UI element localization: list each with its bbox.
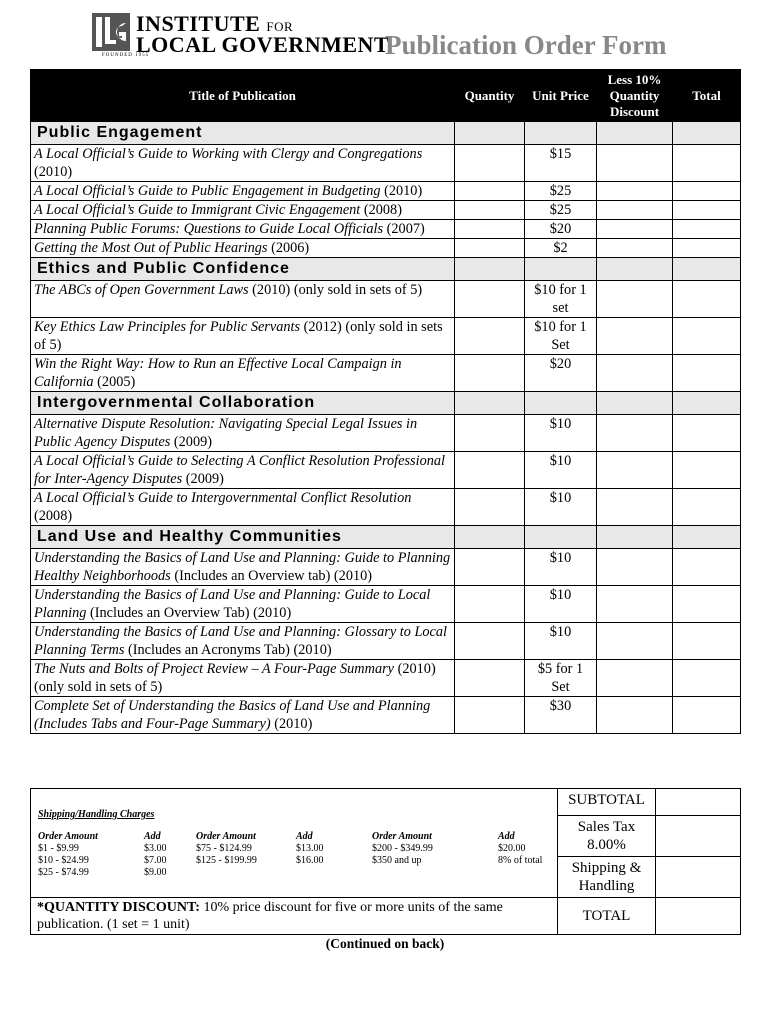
unit-price: $10: [525, 623, 597, 660]
unit-price: $2: [525, 239, 597, 258]
shipping-cell: $25 - $74.99: [38, 867, 89, 878]
section-blank-cell: [525, 258, 597, 281]
table-row: [31, 452, 741, 489]
section-blank-cell: [455, 526, 525, 549]
quantity-field[interactable]: [455, 489, 525, 526]
order-table: [30, 69, 741, 734]
publication-title: [31, 239, 455, 258]
discount-field[interactable]: [597, 145, 673, 182]
publication-title-italic: Key Ethics Law Principles for Public Servants: [34, 319, 301, 335]
total-field[interactable]: [673, 201, 741, 220]
quantity-field[interactable]: [455, 145, 525, 182]
total-field[interactable]: [673, 623, 741, 660]
publication-title: [31, 182, 455, 201]
shipping-col-header: Order Amount: [372, 831, 432, 842]
quantity-field[interactable]: [455, 239, 525, 258]
shipping-cell: $20.00: [498, 843, 526, 854]
shipping-cell: $200 - $349.99: [372, 843, 433, 854]
discount-field[interactable]: [597, 239, 673, 258]
publication-title-italic: A Local Official’s Guide to Public Engagement in Budgeting: [34, 183, 381, 199]
total-field[interactable]: [673, 586, 741, 623]
publication-title-italic: Understanding the Basics of Land Use and Planning: Guide to Planning Healthy Neighborhoods: [34, 550, 451, 584]
publication-title-italic: The Nuts and Bolts of Project Review – A Four-Page Summary: [34, 661, 395, 677]
publication-title-italic: Understanding the Basics of Land Use and Planning: Glossary to Local Planning Terms: [34, 624, 448, 658]
publication-title-italic: Getting the Most Out of Public Hearings: [34, 240, 268, 256]
quantity-field[interactable]: [455, 182, 525, 201]
shipping-cell: $13.00: [296, 843, 324, 854]
shipping-col-header: Add: [498, 831, 515, 842]
publication-title: [31, 549, 455, 586]
section-blank-cell: [597, 526, 673, 549]
section-blank-cell: [673, 392, 741, 415]
section-blank-cell: [673, 122, 741, 145]
quantity-field[interactable]: [455, 220, 525, 239]
shipping-cell: [372, 867, 498, 879]
section-blank-cell: [597, 122, 673, 145]
section-blank-cell: [597, 258, 673, 281]
section-title: Public Engagement: [31, 122, 455, 145]
discount-field[interactable]: [597, 660, 673, 697]
total-label: TOTAL: [558, 898, 656, 935]
total-field[interactable]: [673, 145, 741, 182]
publication-title: [31, 281, 455, 318]
quantity-field[interactable]: [455, 281, 525, 318]
shipping-cell: $9.00: [144, 867, 167, 878]
section-blank-cell: [597, 392, 673, 415]
section-title: Intergovernmental Collaboration: [31, 392, 455, 415]
unit-price: $20: [525, 355, 597, 392]
unit-price: $10 for 1 set: [525, 281, 597, 318]
sales-tax-field[interactable]: [656, 816, 741, 857]
sales-tax-label: Sales Tax 8.00%: [558, 816, 656, 857]
publication-title-rest: (2010) (only sold in sets of 5): [248, 282, 423, 298]
section-blank-cell: [455, 258, 525, 281]
discount-field[interactable]: [597, 415, 673, 452]
continued-note: (Continued on back): [325, 936, 445, 951]
publication-title: [31, 697, 455, 734]
order-summary-table: [30, 788, 741, 935]
publication-title: [31, 452, 455, 489]
section-title: Land Use and Healthy Communities: [31, 526, 455, 549]
discount-field[interactable]: [597, 355, 673, 392]
institute-logo-icon: [92, 13, 130, 51]
publication-title-rest: (Includes an Overview Tab) (2010): [86, 605, 292, 621]
quantity-field[interactable]: [455, 660, 525, 697]
publication-title-rest: (2006): [267, 240, 310, 256]
col-header-quantity: Quantity: [455, 70, 525, 122]
discount-field[interactable]: [597, 586, 673, 623]
table-row: [31, 201, 741, 220]
shipping-cell: $125 - $199.99: [196, 855, 257, 866]
shipping-cell: [196, 867, 296, 879]
discount-field[interactable]: [597, 182, 673, 201]
discount-field[interactable]: [597, 489, 673, 526]
logo-text-institute: INSTITUTE FOR: [136, 11, 294, 36]
table-row: [31, 623, 741, 660]
total-field[interactable]: [673, 452, 741, 489]
publication-title-rest: (Includes an Overview tab) (2010): [170, 568, 373, 584]
discount-field[interactable]: [597, 281, 673, 318]
discount-field[interactable]: [597, 549, 673, 586]
table-row: [31, 220, 741, 239]
discount-field[interactable]: [597, 318, 673, 355]
discount-field[interactable]: [597, 201, 673, 220]
unit-price: $30: [525, 697, 597, 734]
unit-price: $10: [525, 489, 597, 526]
total-field[interactable]: [673, 220, 741, 239]
publication-title-rest: (2010): [380, 183, 423, 199]
total-field[interactable]: [673, 549, 741, 586]
publication-title: [31, 220, 455, 239]
publication-title: [31, 415, 455, 452]
section-row: [31, 258, 741, 281]
shipping-charges-box: [31, 789, 558, 898]
publication-title-italic: A Local Official’s Guide to Working with Clergy and Congregations: [34, 146, 423, 162]
shipping-cell: $16.00: [296, 855, 324, 866]
shipping-cell: $3.00: [144, 843, 167, 854]
publication-title: [31, 318, 455, 355]
publication-title: [31, 660, 455, 697]
section-blank-cell: [673, 526, 741, 549]
publication-title: [31, 145, 455, 182]
section-row: [31, 392, 741, 415]
unit-price: $10: [525, 586, 597, 623]
table-row: [31, 355, 741, 392]
shipping-col-header: Add: [296, 831, 313, 842]
order-table-body: [31, 122, 741, 734]
unit-price: $5 for 1 Set: [525, 660, 597, 697]
section-blank-cell: [525, 526, 597, 549]
discount-field[interactable]: [597, 452, 673, 489]
quantity-field[interactable]: [455, 415, 525, 452]
publication-title-italic: Alternative Dispute Resolution: Navigating Special Legal Issues in Public Agency Disputes: [34, 416, 418, 450]
publication-title: [31, 489, 455, 526]
section-blank-cell: [455, 392, 525, 415]
subtotal-field[interactable]: [656, 789, 741, 816]
table-row: [31, 239, 741, 258]
unit-price: $25: [525, 182, 597, 201]
shipping-cell: $350 and up: [372, 855, 422, 866]
total-field[interactable]: [673, 697, 741, 734]
total-field[interactable]: [656, 898, 741, 935]
shipping-heading: Shipping/Handling Charges: [38, 809, 155, 820]
col-header-title: Title of Publication: [31, 70, 455, 122]
publication-title-italic: Win the Right Way: How to Run an Effective Local Campaign in California: [34, 356, 402, 390]
quantity-field[interactable]: [455, 623, 525, 660]
section-blank-cell: [525, 122, 597, 145]
quantity-field[interactable]: [455, 355, 525, 392]
table-row: [31, 281, 741, 318]
publication-title: [31, 623, 455, 660]
table-row: [31, 318, 741, 355]
quantity-field[interactable]: [455, 318, 525, 355]
shipping-cell: [296, 867, 372, 879]
publication-title-rest: (2007): [383, 221, 425, 237]
unit-price: $20: [525, 220, 597, 239]
unit-price: $10: [525, 549, 597, 586]
publication-title-italic: A Local Official’s Guide to Intergovernmental Conflict Resolution: [34, 490, 412, 506]
publication-title-rest: (2009): [182, 471, 224, 487]
section-row: [31, 526, 741, 549]
publication-title-rest: (2010) (only sold in sets of 5): [34, 661, 436, 695]
table-row: [31, 145, 741, 182]
shipping-col-header: Order Amount: [38, 831, 98, 842]
table-row: [31, 415, 741, 452]
publication-title-italic: A Local Official’s Guide to Selecting A Conflict Resolution Professional for Inter-Agency Disputes: [34, 453, 446, 487]
quantity-field[interactable]: [455, 549, 525, 586]
table-row: [31, 489, 741, 526]
quantity-field[interactable]: [455, 452, 525, 489]
shipping-cell: [498, 867, 578, 879]
publication-title-rest: (2008): [360, 202, 402, 218]
total-field[interactable]: [673, 415, 741, 452]
discount-field[interactable]: [597, 697, 673, 734]
unit-price: $25: [525, 201, 597, 220]
col-header-discount: Less 10% Quantity Discount: [597, 70, 673, 122]
section-blank-cell: [525, 392, 597, 415]
shipping-label: Shipping & Handling: [558, 857, 656, 898]
shipping-cell: $75 - $124.99: [196, 843, 252, 854]
unit-price: $10 for 1 Set: [525, 318, 597, 355]
shipping-cell: $10 - $24.99: [38, 855, 89, 866]
shipping-col-header: Add: [144, 831, 161, 842]
shipping-field[interactable]: [656, 857, 741, 898]
total-field[interactable]: [673, 239, 741, 258]
quantity-discount-note: *QUANTITY DISCOUNT: 10% price discount for five or more units of the same publication. (1 set = 1 unit): [31, 898, 558, 935]
total-field[interactable]: [673, 318, 741, 355]
total-field[interactable]: [673, 281, 741, 318]
publication-title: [31, 355, 455, 392]
table-header-row: [31, 70, 741, 122]
publication-title-italic: A Local Official’s Guide to Immigrant Civic Engagement: [34, 202, 361, 218]
page-title: Publication Order Form: [385, 30, 667, 60]
publication-title-italic: Understanding the Basics of Land Use and Planning: Guide to Local Planning: [34, 587, 431, 621]
publication-title-rest: (2008): [34, 508, 73, 524]
discount-field[interactable]: [597, 623, 673, 660]
publication-title-rest: (2009): [170, 434, 213, 450]
publication-title-rest: (2012) (only sold in sets of 5): [34, 319, 443, 353]
publication-title-italic: Planning Public Forums: Questions to Guide Local Officials: [34, 221, 384, 237]
publication-title-rest: (2010): [270, 716, 313, 732]
unit-price: $15: [525, 145, 597, 182]
shipping-cell: 8% of total: [498, 855, 543, 866]
shipping-cell: $1 - $9.99: [38, 843, 79, 854]
quantity-field[interactable]: [455, 201, 525, 220]
section-row: [31, 122, 741, 145]
quantity-field[interactable]: [455, 586, 525, 623]
section-title: Ethics and Public Confidence: [31, 258, 455, 281]
publication-title-italic: Complete Set of Understanding the Basics of Land Use and Planning (Includes Tabs and Four-Page Summary): [34, 698, 431, 732]
publication-title: [31, 201, 455, 220]
subtotal-label: SUBTOTAL: [558, 789, 656, 816]
table-row: [31, 660, 741, 697]
logo-text-local-government: LOCAL GOVERNMENT: [136, 32, 390, 57]
col-header-unit-price: Unit Price: [525, 70, 597, 122]
table-row: [31, 549, 741, 586]
shipping-col-header: Order Amount: [196, 831, 256, 842]
quantity-field[interactable]: [455, 697, 525, 734]
shipping-grid: [38, 831, 550, 879]
unit-price: $10: [525, 415, 597, 452]
unit-price: $10: [525, 452, 597, 489]
section-blank-cell: [673, 258, 741, 281]
publication-title: [31, 586, 455, 623]
page-header: [0, 0, 770, 70]
logo-founded: FOUNDED 1955: [102, 53, 150, 58]
col-header-total: Total: [673, 70, 741, 122]
publication-title-italic: The ABCs of Open Government Laws: [34, 282, 249, 298]
table-row: [31, 697, 741, 734]
total-field[interactable]: [673, 489, 741, 526]
shipping-cell: $7.00: [144, 855, 167, 866]
total-field[interactable]: [673, 355, 741, 392]
publication-title-rest: (2010): [34, 164, 73, 180]
total-field[interactable]: [673, 182, 741, 201]
publication-title-rest: (2005): [93, 374, 136, 390]
section-blank-cell: [455, 122, 525, 145]
discount-field[interactable]: [597, 220, 673, 239]
publication-title-rest: (Includes an Acronyms Tab) (2010): [124, 642, 332, 658]
total-field[interactable]: [673, 660, 741, 697]
table-row: [31, 586, 741, 623]
table-row: [31, 182, 741, 201]
